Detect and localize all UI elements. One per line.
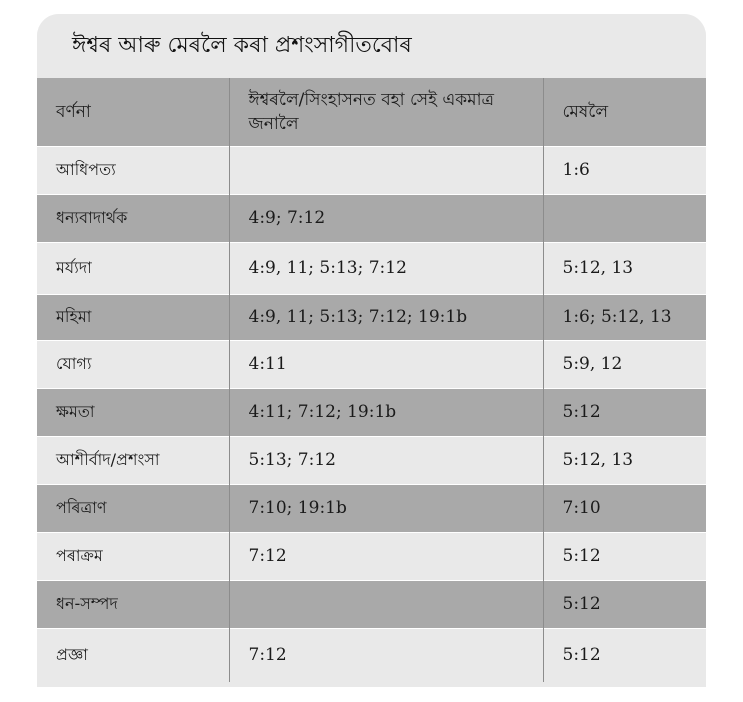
god-refs [229,146,543,194]
lamb-refs: 7:10 [543,484,706,532]
row-label: আধিপত্য [56,159,116,179]
row-label: মহিমা [56,306,92,326]
lamb-refs: 1:6 [543,146,706,194]
praise-table [37,78,706,682]
god-refs: 4:11 [229,340,543,388]
row-label: ধন্যবাদাৰ্থক [56,207,128,227]
god-refs: 4:11; 7:12; 19:1b [229,388,543,436]
table-row [37,388,706,436]
lamb-refs: 5:12, 13 [543,436,706,484]
table-row [37,242,706,294]
table-row [37,580,706,628]
row-label: পৰাক্ৰম [56,545,103,565]
lamb-refs: 5:9, 12 [543,340,706,388]
table-title: ঈশ্বৰ আৰু মেৰলৈ কৰা প্ৰশংসাগীতবোৰ [37,14,706,78]
god-refs: 4:9, 11; 5:13; 7:12; 19:1b [229,294,543,340]
god-refs [229,580,543,628]
god-refs: 7:12 [229,628,543,682]
row-label: যোগ্য [56,353,92,373]
table-row [37,194,706,242]
row-label: ক্ষমতা [56,401,95,421]
god-refs: 4:9; 7:12 [229,194,543,242]
row-label: প্ৰজ্ঞা [56,644,88,664]
header-description: বৰ্ণনা [56,101,91,122]
row-label: পৰিত্ৰাণ [56,497,107,517]
table-row [37,532,706,580]
god-refs: 5:13; 7:12 [229,436,543,484]
lamb-refs [543,194,706,242]
praise-table-card [37,14,706,687]
lamb-refs: 5:12 [543,628,706,682]
header-row [37,78,706,146]
table-row [37,436,706,484]
table-row [37,340,706,388]
table-row [37,628,706,682]
table-row [37,146,706,194]
lamb-refs: 5:12 [543,532,706,580]
table-row [37,484,706,532]
lamb-refs: 1:6; 5:12, 13 [543,294,706,340]
god-refs: 4:9, 11; 5:13; 7:12 [229,242,543,294]
header-to-lamb: মেষলৈ [543,78,706,146]
row-label: আশীৰ্বাদ/প্ৰশংসা [56,449,160,469]
god-refs: 7:10; 19:1b [229,484,543,532]
god-refs: 7:12 [229,532,543,580]
lamb-refs: 5:12 [543,580,706,628]
row-label: মৰ্য্যদা [56,257,92,277]
table-row [37,294,706,340]
lamb-refs: 5:12, 13 [543,242,706,294]
lamb-refs: 5:12 [543,388,706,436]
header-to-god: ঈশ্বৰলৈ/সিংহাসনত বহা সেই একমাত্ৰ জনালৈ [229,78,543,146]
row-label: ধন-সম্পদ [56,593,118,613]
